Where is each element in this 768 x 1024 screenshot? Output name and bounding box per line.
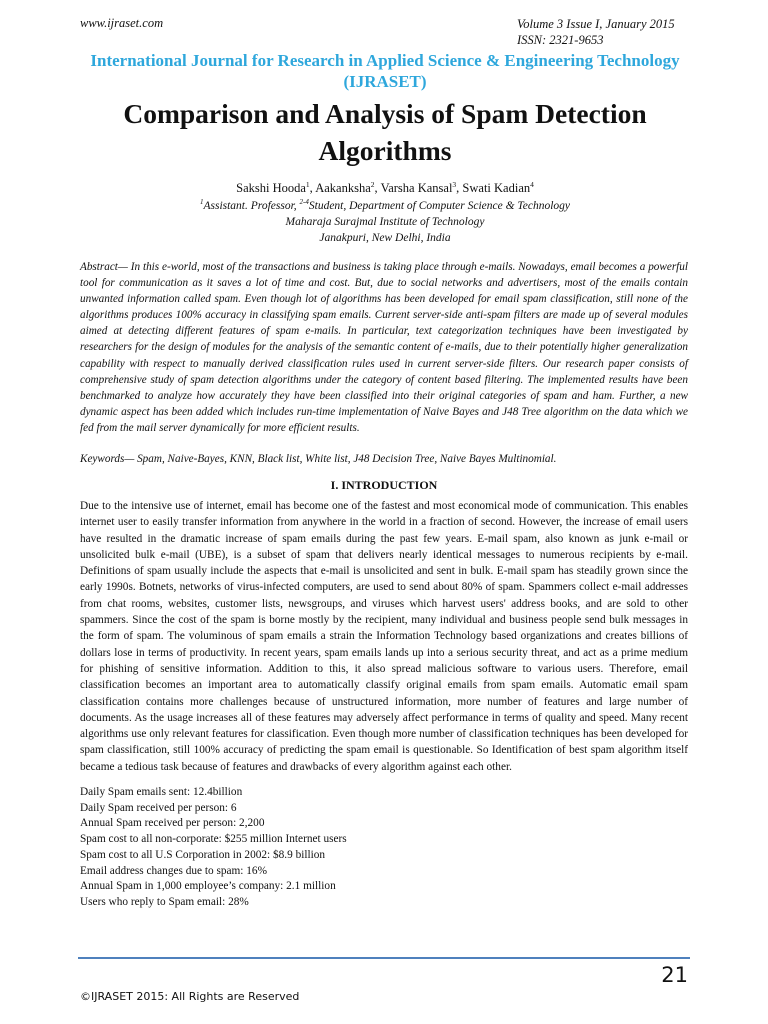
author-sep: , <box>456 181 463 196</box>
abstract: Abstract— In this e-world, most of the transactions and business is taking place through e-mails. Nowadays, email becomes a powerful tool for communication as it saves a lot of time and cost. But, due to social networks and advertisers, most of the emails contain unwanted information called spam. Even though lot of algorithms has been developed for email spam classification, still none of the algorithms produces 100% accuracy in classifying spam emails. Current server-side anti-spam filters are made up of several modules aimed at detecting different features of spam e-mails. In particular, text categorization techniques have been investigated by researchers for the design of modules for the analysis of the semantic content of e-mails, due to their potentially higher generalization capability with respect to manually derived classification rules used in current server-side filters. Our research paper consists of comprehensive study of spam detection algorithms under the category of content based filtering. The implemented results have been benchmarked to analyze how accurately they have been classified into their original categories of spam and ham. Further, a new dynamic aspect has been added which includes run-time implementation of Naive Bayes and J48 Tree algorithm on the data which we fed from the mail server dynamically for more efficient results. <box>80 261 688 434</box>
header-website: www.ijraset.com <box>80 16 164 30</box>
author-name: Varsha Kansal <box>380 181 453 196</box>
author-name: Aakanksha <box>315 181 371 196</box>
header-issn: ISSN: 2321-9653 <box>517 33 604 47</box>
stat-line: Spam cost to all non-corporate: $255 million Internet users <box>80 833 347 846</box>
affiliation-line-1 <box>60 194 710 214</box>
keywords: Keywords— Spam, Naive-Bayes, KNN, Black list, White list, J48 Decision Tree, Naive Bayes Multinomial. <box>80 453 557 465</box>
stat-line: Spam cost to all U.S Corporation in 2002: $8.9 billion <box>80 848 326 861</box>
author-sup: 2 <box>370 180 375 189</box>
header-volume: Volume 3 Issue I, January 2015 <box>517 17 675 31</box>
affiliation-role-2: Student, Department of Computer Science & Technology <box>308 199 571 212</box>
author-name: Sakshi Hooda <box>236 181 306 196</box>
stat-line: Annual Spam in 1,000 employee’s company: 2.1 million <box>80 880 336 893</box>
stat-line: Daily Spam received per person: 6 <box>80 801 237 814</box>
spam-statistics-list <box>80 785 688 911</box>
affiliation-location: Janakpuri, New Delhi, India <box>319 231 451 244</box>
stat-line: Email address changes due to spam: 16% <box>80 864 267 877</box>
stat-line: Annual Spam received per person: 2,200 <box>80 817 265 830</box>
paper-title: Comparison and Analysis of Spam Detection Algorithms <box>123 98 647 166</box>
author-sup: 4 <box>530 180 534 189</box>
author-sup: 3 <box>452 180 457 189</box>
copyright-notice: ©IJRASET 2015: All Rights are Reserved <box>80 990 300 1003</box>
affiliation-role-1: Assistant. Professor, <box>203 199 300 212</box>
affiliation-sup: 2-4 <box>299 198 309 206</box>
author-name: Swati Kadian <box>462 181 531 196</box>
affiliation <box>60 194 710 246</box>
header-volume-issn <box>517 16 675 48</box>
section-heading: I. INTRODUCTION <box>330 478 438 492</box>
author-sep: , <box>374 181 381 196</box>
stat-line: Daily Spam emails sent: 12.4billion <box>80 786 243 798</box>
author-sep: , <box>309 181 316 196</box>
author-sup: 1 <box>305 180 310 189</box>
stat-line: Users who reply to Spam email: 28% <box>80 895 249 908</box>
page-number: 21 <box>661 963 688 987</box>
journal-name: International Journal for Research in Applied Science & Engineering Technology (IJRASET) <box>90 51 680 91</box>
intro-paragraph: Due to the intensive use of internet, email has become one of the fastest and most economical mode of communication. This enables internet user to easily transfer information from anywhere in the world in a fraction of second. However, the increase of email users have resulted in the dramatic increase of spam emails during the past few years. E-mail spam, also known as junk e-mail or unsolicited bulk e-mail (UBE), is a subset of spam that delivers nearly identical messages to numerous recipients by e-mail. Definitions of spam usually include the aspects that e-mail is unsolicited and sent in bulk. E-mail spam has steadily grown since the early 1990s. Botnets, networks of virus-infected computers, are used to send about 80% of spam. Spammers collect e-mail addresses from chat rooms, websites, customer lists, newsgroups, and viruses which harvest users' address books, and are sold to other spammers. Since the cost of the spam is borne mostly by the recipient, many individual and business people send bulk messages in the form of spam. The voluminous of spam emails a strain the Information Technology based organizations and creates billions of dollars lose in terms of productivity. In recent years, spam emails lands up into a serious security threat, and act as a prime medium for phishing of sensitive information. Addition to this, it also spread malicious software to various users. Therefore, email classification becomes an important area to automatically classify original emails from spam emails. Automatic email spam classification contains more challenges because of unstructured information, more number of features and large number of documents. As the usage increases all of these features may adversely affect performance in terms of quality and speed. Many recent algorithms use only relevant features for classification. Even though more number of classification techniques has been developed for spam classification, still 100% accuracy of predicting the spam email is questionable. So Identification of best spam algorithm itself became a tedious task because of features and drawbacks of every algorithm against each other. <box>80 500 688 773</box>
affiliation-institute: Maharaja Surajmal Institute of Technology <box>285 215 485 228</box>
affiliation-sup: 1 <box>199 198 204 206</box>
footer-rule <box>78 957 690 959</box>
